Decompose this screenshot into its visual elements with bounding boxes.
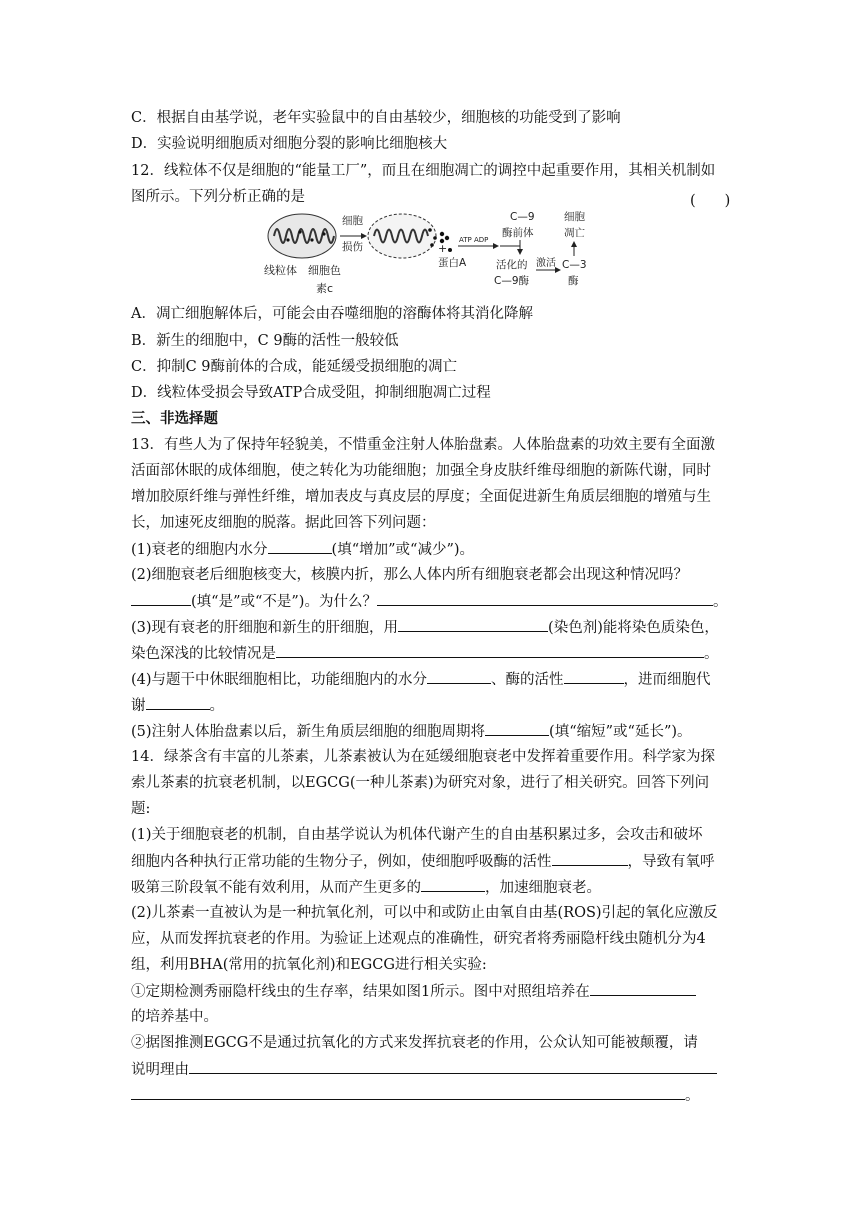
- q14-part-2-i-line-1: ①定期检测秀丽隐杆线虫的生存率，结果如图1所示。图中对照组培养在: [131, 981, 696, 1002]
- q14-part-2-line-3: 组，利用BHA(常用的抗氧化剂)和EGCG进行相关实验:: [131, 957, 487, 973]
- label-c9-precursor-1: C—9: [510, 211, 535, 223]
- q14-part-2-line-1: (2)儿茶素一直被认为是一种抗氧化剂，可以中和或防止由氧自由基(ROS)引起的氧化应激反: [131, 905, 718, 921]
- q13-part-3-line-1: (3)现有衰老的肝细胞和新生的肝细胞，用 (染色剂)能将染色质染色，: [131, 617, 719, 638]
- q13-stem-line-3: 增加胶原纤维与弹性纤维，增加表皮与真皮层的厚度；全面促进新生角质层细胞的增殖与生: [131, 489, 711, 505]
- q14-part-2-ii-line-2: 说明理由: [131, 1059, 717, 1080]
- q12-stem-line-1: 12．线粒体不仅是细胞的“能量工厂”，而且在细胞凋亡的调控中起重要作用，其相关机制如: [131, 163, 716, 179]
- q14-stem-line-1: 14．绿茶含有丰富的儿茶素，儿茶素被认为在延缓细胞衰老中发挥着重要作用。科学家为探: [131, 749, 715, 765]
- answer-blank[interactable]: [398, 617, 548, 632]
- label-cytc-1: 细胞色: [308, 264, 341, 277]
- cytochrome-c-dot: [440, 232, 444, 236]
- q12-option-a: A．凋亡细胞解体后，可能会由吞噬细胞的溶酶体将其消化降解: [131, 306, 533, 322]
- label-apoptosis-1: 细胞: [564, 211, 585, 223]
- label-c9-active-1: 活化的: [496, 259, 528, 271]
- q14-part-2-line-2: 应，从而发挥抗衰老的作用。为验证上述观点的准确性，研究者将秀丽隐杆线虫随机分为4: [131, 931, 706, 947]
- svg-text:+: +: [438, 242, 448, 255]
- label-damage-2: 损伤: [342, 241, 363, 253]
- q14-part-1-line-2: 细胞内各种执行正常功能的生物分子，例如，使细胞呼吸酶的活性 ，导致有氧呼: [131, 851, 715, 872]
- q14-part-2-i-line-2: 的培养基中。: [131, 1009, 218, 1025]
- protein-a-dot: [448, 248, 452, 252]
- label-c9-active-2: C—9酶: [494, 275, 530, 287]
- label-atp-adp: ATP ADP: [459, 236, 489, 244]
- q12-option-d: D．线粒体受损会导致ATP合成受阻，抑制细胞凋亡过程: [131, 385, 491, 401]
- q14-part-2-ii-line-3: 。: [131, 1085, 700, 1106]
- q13-part-4-line-2: 谢 。: [131, 695, 224, 716]
- q12-answer-paren: ( ): [690, 193, 731, 209]
- answer-blank[interactable]: [427, 669, 491, 684]
- answer-blank[interactable]: [552, 851, 628, 866]
- q14-part-2-ii-line-1: ②据图推测EGCG不是通过抗氧化的方式来发挥抗衰老的作用，公众认知可能被颠覆，请: [131, 1035, 698, 1051]
- section-heading: 三、非选择题: [131, 410, 218, 427]
- q13-part-4-line-1: (4)与题干中休眠细胞相比，功能细胞内的水分 、酶的活性 ，进而细胞代: [131, 669, 711, 690]
- answer-blank[interactable]: [377, 591, 713, 606]
- label-activate: 激活: [536, 258, 556, 269]
- answer-blank[interactable]: [590, 981, 696, 996]
- q14-part-1-line-3: 吸第三阶段氧不能有效利用，从而产生更多的 ，加速细胞衰老。: [131, 877, 601, 898]
- q12-stem-line-2: 图所示。下列分析正确的是: [131, 189, 305, 205]
- label-apoptosis-2: 凋亡: [564, 227, 585, 239]
- q14-part-1-line-1: (1)关于细胞衰老的机制，自由基学说认为机体代谢产生的自由基积累过多，会攻击和破坏: [131, 827, 703, 843]
- answer-blank[interactable]: [131, 1085, 685, 1100]
- label-mitochondrion: 线粒体: [264, 264, 297, 277]
- q13-part-3-line-2: 染色深浅的比较情况是 。: [131, 643, 719, 664]
- q13-part-1: (1)衰老的细胞内水分 (填“增加”或“减少”)。: [131, 539, 474, 560]
- q11-option-d: D．实验说明细胞质对细胞分裂的影响比细胞核大: [131, 136, 448, 152]
- label-c3-2: 酶: [568, 275, 579, 287]
- answer-blank[interactable]: [189, 1059, 717, 1074]
- q13-stem-line-4: 长，加速死皮细胞的脱落。据此回答下列问题：: [131, 515, 436, 531]
- answer-blank[interactable]: [276, 643, 704, 658]
- answer-blank[interactable]: [485, 721, 549, 736]
- q12-option-b: B．新生的细胞中，C 9酶的活性一般较低: [131, 333, 399, 349]
- answer-blank[interactable]: [268, 539, 332, 554]
- answer-blank[interactable]: [421, 877, 485, 892]
- q13-part-2-line-1: (2)细胞衰老后细胞核变大，核膜内折，那么人体内所有细胞衰老都会出现这种情况吗？: [131, 567, 689, 583]
- q13-stem-line-1: 13．有些人为了保持年轻貌美，不惜重金注射人体胎盘素。人体胎盘素的功效主要有全面激: [131, 437, 715, 453]
- q13-stem-line-2: 活面部休眠的成体细胞，使之转化为功能细胞；加强全身皮肤纤维母细胞的新陈代谢，同时: [131, 463, 711, 479]
- q13-part-5: (5)注射人体胎盘素以后，新生角质层细胞的细胞周期将 (填“缩短”或“延长”)。: [131, 721, 692, 742]
- label-protein-a: 蛋白A: [438, 257, 467, 269]
- label-cytc-2: 素c: [316, 282, 334, 295]
- answer-blank[interactable]: [131, 591, 191, 606]
- q14-stem-line-2: 索儿茶素的抗衰老机制，以EGCG(一种儿茶素)为研究对象，进行了相关研究。回答下列问: [131, 775, 710, 791]
- answer-blank[interactable]: [564, 669, 624, 684]
- q11-option-c: C．根据自由基学说，老年实验鼠中的自由基较少，细胞核的功能受到了影响: [131, 110, 621, 126]
- q13-part-2-line-2: (填“是”或“不是”)。为什么？ 。: [131, 591, 727, 612]
- q12-mechanism-diagram: [262, 208, 598, 300]
- q14-stem-line-3: 题:: [131, 801, 151, 817]
- label-c3-1: C—3: [562, 259, 587, 271]
- mitochondrion-healthy: [268, 214, 336, 258]
- answer-blank[interactable]: [146, 695, 210, 710]
- mitochondrion-damaged: [368, 214, 437, 258]
- label-damage-1: 细胞: [342, 215, 363, 227]
- label-c9-precursor-2: 酶前体: [502, 227, 534, 239]
- q12-option-c: C．抑制C 9酶前体的合成，能延缓受损细胞的凋亡: [131, 359, 458, 375]
